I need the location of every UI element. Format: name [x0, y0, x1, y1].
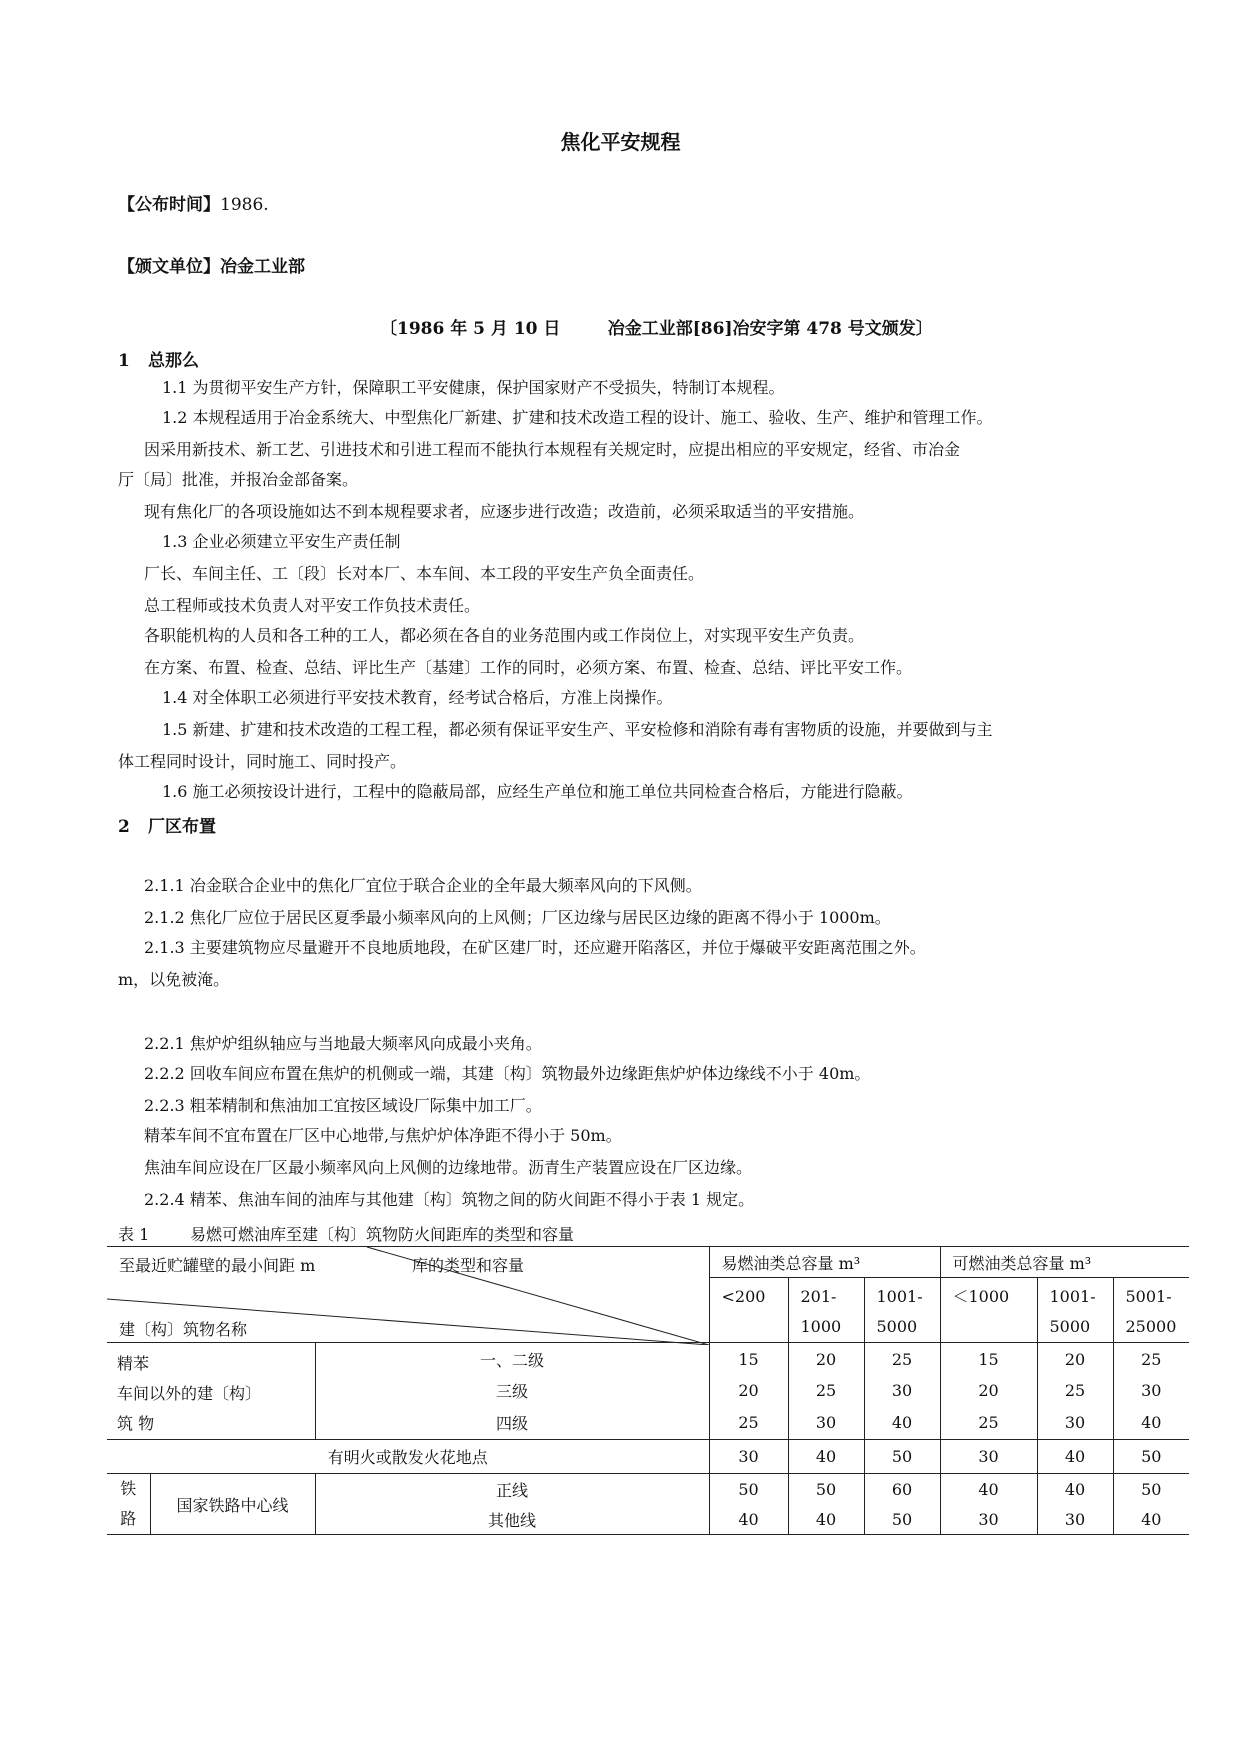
issuance-note: 〔1986 年 5 月 10 日 冶金工业部[86]冶安字第 478 号文颁发〕: [380, 319, 933, 339]
open-fire-label: 有明火或散发火花地点: [107, 1440, 709, 1474]
capacity-col-header: [788, 1278, 864, 1343]
table-header-row: [107, 1247, 1189, 1278]
issuer-label: 【颁文单位】: [118, 257, 220, 277]
value-cell: 40: [940, 1474, 1037, 1505]
value-cell: 30: [1037, 1407, 1113, 1440]
capacity-col-header: [1037, 1278, 1113, 1343]
capacity-col-label: 1001-: [1049, 1287, 1096, 1306]
paragraph: 总工程师或技术负责人对平安工作负技术责任。: [144, 596, 481, 615]
paragraph: m，以免被淹。: [118, 970, 230, 989]
value-cell: 50: [864, 1504, 940, 1535]
paragraph: 精苯车间不宜布置在厂区中心地带,与焦炉炉体净距不得小于 50m。: [144, 1126, 622, 1145]
value-cell: 15: [709, 1343, 788, 1376]
paragraph: 厂长、车间主任、工〔段〕长对本厂、本车间、本工段的平安生产负全面责任。: [144, 564, 705, 583]
railway-line-cell: 正线: [315, 1474, 709, 1505]
value-cell: 50: [864, 1440, 940, 1474]
railway-line-cell: 其他线: [315, 1504, 709, 1535]
table-caption: 表 1 易燃可燃油库至建〔构〕筑物防火间距库的类型和容量: [118, 1225, 574, 1244]
section-2-number: 2: [118, 817, 130, 837]
paragraph: 各职能机构的人员和各工种的工人，都必须在各自的业务范围内或工作岗位上，对实现平安生产负责。: [144, 626, 865, 645]
paragraph: 2.2.1 焦炉炉组纵轴应与当地最大频率风向成最小夹角。: [144, 1034, 542, 1053]
capacity-col-label: 1001-: [876, 1287, 923, 1306]
value-cell: 40: [788, 1440, 864, 1474]
value-cell: 25: [1037, 1375, 1113, 1407]
value-cell: 40: [1113, 1407, 1189, 1440]
railway-label-char: 路: [120, 1509, 137, 1528]
value-cell: 30: [940, 1504, 1037, 1535]
building-label-line: 车间以外的建〔构〕: [117, 1384, 262, 1403]
value-cell: 40: [788, 1504, 864, 1535]
building-label-line: 筑 物: [117, 1414, 155, 1433]
fire-grade-cell: 三级: [315, 1375, 709, 1407]
value-cell: 25: [864, 1343, 940, 1376]
paragraph: 现有焦化厂的各项设施如达不到本规程要求者，应逐步进行改造；改造前，必须采取适当的平安措施。: [144, 502, 865, 521]
table-row: [107, 1474, 1189, 1505]
value-cell: 40: [709, 1504, 788, 1535]
diagonal-header-cell: [107, 1247, 709, 1343]
railway-sub-label: 国家铁路中心线: [150, 1474, 315, 1535]
value-cell: 40: [1113, 1504, 1189, 1535]
diagonal-bottom-label: 建〔构〕筑物名称: [119, 1320, 248, 1339]
value-cell: 30: [940, 1440, 1037, 1474]
paragraph: 在方案、布置、检查、总结、评比生产〔基建〕工作的同时，必须方案、布置、检查、总结、评比平安工作。: [144, 658, 913, 677]
value-cell: 20: [709, 1375, 788, 1407]
paragraph: 1.6 施工必须按设计进行，工程中的隐蔽局部，应经生产单位和施工单位共同检查合格后，方能进行隐蔽。: [162, 782, 913, 801]
issuer-line: [118, 252, 305, 277]
value-cell: 30: [788, 1407, 864, 1440]
section-1-heading: [118, 346, 199, 371]
publish-time-label: 【公布时间】: [118, 195, 220, 215]
paragraph: 焦油车间应设在厂区最小频率风向上风侧的边缘地带。沥青生产装置应设在厂区边缘。: [144, 1158, 753, 1177]
capacity-col-header: [940, 1278, 1037, 1343]
capacity-col-label: 25000: [1125, 1317, 1177, 1336]
fire-grade-cell: 四级: [315, 1407, 709, 1440]
paragraph: 2.1.2 焦化厂应位于居民区夏季最小频率风向的上风侧；厂区边缘与居民区边缘的距离不得小于 1000m。: [144, 908, 891, 927]
value-cell: 60: [864, 1474, 940, 1505]
paragraph: 2.2.3 粗苯精制和焦油加工宜按区域设厂际集中加工厂。: [144, 1096, 542, 1115]
value-cell: 25: [788, 1375, 864, 1407]
capacity-col-label: 201-: [800, 1287, 837, 1306]
railway-label-char: 铁: [120, 1479, 137, 1498]
paragraph: 厅〔局〕批准，并报冶金部备案。: [118, 470, 359, 489]
paragraph: 1.5 新建、扩建和技术改造的工程工程，都必须有保证平安生产、平安检修和消除有毒有害物质的设施，并要做到与主: [162, 720, 993, 739]
value-cell: 40: [1037, 1474, 1113, 1505]
paragraph: 1.3 企业必须建立平安生产责任制: [162, 532, 401, 551]
section-1-number: 1: [118, 351, 130, 371]
section-2-title: 厂区布置: [148, 817, 216, 837]
value-cell: 15: [940, 1343, 1037, 1376]
value-cell: 30: [1037, 1504, 1113, 1535]
value-cell: 50: [709, 1474, 788, 1505]
fire-grade-cell: 一、二级: [315, 1343, 709, 1376]
paragraph: 2.1.1 冶金联合企业中的焦化厂宜位于联合企业的全年最大频率风向的下风侧。: [144, 876, 702, 895]
building-label-cell: [107, 1343, 315, 1440]
section-1-title: 总那么: [148, 351, 199, 371]
issuer-value: 冶金工业部: [220, 257, 305, 277]
value-cell: 20: [940, 1375, 1037, 1407]
capacity-col-label: 5000: [1049, 1317, 1091, 1336]
paragraph: 体工程同时设计，同时施工、同时投产。: [118, 752, 407, 771]
capacity-col-header: [709, 1278, 788, 1343]
paragraph: 2.1.3 主要建筑物应尽量避开不良地质地段，在矿区建厂时，还应避开陷落区，并位于爆破平安距离范围之外。: [144, 938, 926, 957]
value-cell: 30: [1113, 1375, 1189, 1407]
paragraph: 因采用新技术、新工艺、引进技术和引进工程而不能执行本规程有关规定时，应提出相应的平安规定，经省、市冶金: [144, 440, 961, 459]
capacity-col-header: [1113, 1278, 1189, 1343]
capacity-col-label: 1000: [800, 1317, 842, 1336]
capacity-col-header: [864, 1278, 940, 1343]
value-cell: 25: [940, 1407, 1037, 1440]
document-title: 焦化平安规程: [560, 130, 681, 154]
value-cell: 40: [864, 1407, 940, 1440]
table-row: [107, 1343, 1189, 1376]
paragraph: 2.2.2 回收车间应布置在焦炉的机侧或一端，其建〔构〕筑物最外边缘距焦炉炉体边缘线不小于 40m。: [144, 1064, 871, 1083]
value-cell: 50: [1113, 1474, 1189, 1505]
value-cell: 30: [864, 1375, 940, 1407]
paragraph: 2.2.4 精苯、焦油车间的油库与其他建〔构〕筑物之间的防火间距不得小于表 1 规定。: [144, 1190, 755, 1209]
combustible-group-header: 可燃油类总容量 m³: [940, 1247, 1189, 1278]
value-cell: 25: [1113, 1343, 1189, 1376]
value-cell: 20: [1037, 1343, 1113, 1376]
value-cell: 40: [1037, 1440, 1113, 1474]
diagonal-top-label: 至最近贮罐壁的最小间距 m: [119, 1256, 316, 1275]
building-label-line: 精苯: [117, 1354, 150, 1373]
paragraph: 1.1 为贯彻平安生产方针，保障职工平安健康，保护国家财产不受损失，特制订本规程。: [162, 378, 785, 397]
railway-label-cell: [107, 1474, 150, 1535]
fire-distance-table: [107, 1246, 1189, 1535]
value-cell: 30: [709, 1440, 788, 1474]
value-cell: 50: [788, 1474, 864, 1505]
capacity-col-label: <200: [721, 1287, 766, 1306]
paragraph: 1.4 对全体职工必须进行平安技术教育，经考试合格后，方准上岗操作。: [162, 688, 673, 707]
value-cell: 25: [709, 1407, 788, 1440]
value-cell: 20: [788, 1343, 864, 1376]
capacity-col-label: 5000: [876, 1317, 918, 1336]
publish-time-value: 1986.: [220, 195, 269, 215]
diagonal-mid-label: 库的类型和容量: [412, 1256, 525, 1275]
section-2-heading: [118, 812, 216, 837]
paragraph: 1.2 本规程适用于冶金系统大、中型焦化厂新建、扩建和技术改造工程的设计、施工、验收、生产、维护和管理工作。: [162, 408, 993, 427]
capacity-col-label: 5001-: [1125, 1287, 1172, 1306]
value-cell: 50: [1113, 1440, 1189, 1474]
flammable-group-header: 易燃油类总容量 m³: [709, 1247, 940, 1278]
capacity-col-label: ＜1000: [952, 1287, 1010, 1306]
table-row: [107, 1440, 1189, 1474]
publish-time-line: [118, 190, 269, 215]
